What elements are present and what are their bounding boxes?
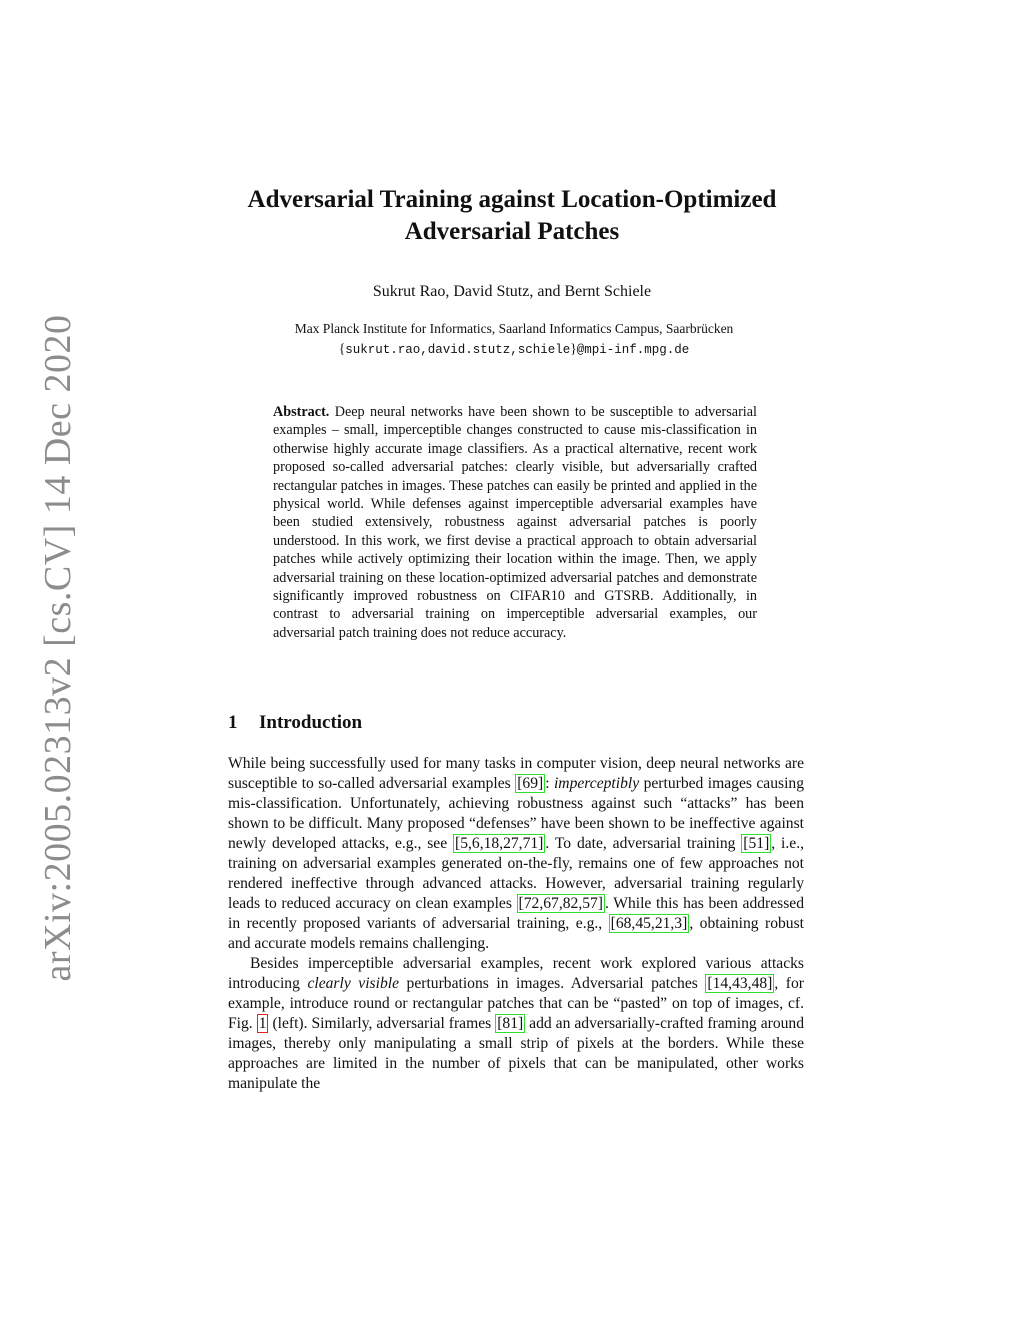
text-run: While being successfully used for many tasks in computer vision, deep neural networks are susceptible to so-called adversarial examples — [228, 755, 804, 792]
text-run: . While this has been addressed in recently proposed variants of adversarial training, e.g., — [228, 895, 805, 932]
text-run: perturbations in images. Adversarial patches — [399, 975, 706, 992]
citation-link[interactable]: [51] — [743, 835, 770, 852]
email-users: sukrut.rao,david.stutz,schiele — [345, 343, 571, 357]
text-run: . To date, adversarial training — [545, 835, 742, 852]
text-run: , obtaining robust and accurate models remains challenging. — [228, 915, 804, 952]
citation-link[interactable]: [68,45,21,3] — [610, 915, 688, 932]
title-line-2: Adversarial Patches — [404, 218, 620, 245]
section-number: 1 — [228, 712, 238, 733]
brace-open: { — [338, 341, 346, 356]
emphasis: imperceptibly — [553, 775, 640, 792]
text-run: Besides imperceptible adversarial examples, recent work explored various attacks introducing — [228, 955, 804, 992]
text-run: : — [545, 775, 554, 792]
affiliation-block — [0, 319, 1024, 360]
citation-link[interactable]: [69] — [517, 775, 544, 792]
brace-close: } — [570, 341, 577, 356]
text-run: , i.e., training on adversarial examples generated on-the-fly, remains one of few approaches not rendered ineffective through advanced attacks. However, adversarial training regularly leads to reduced accuracy on clean examples — [228, 835, 804, 912]
email-domain: @mpi-inf.mpg.de — [576, 343, 690, 357]
email-line — [0, 339, 1024, 360]
text-run: perturbed images causing mis-classification. Unfortunately, achieving robustness against such “attacks” has been shown to be difficult. Many proposed “defenses” have been shown to be ineffective against newly developed attacks, e.g., see — [228, 775, 805, 852]
affiliation: Max Planck Institute for Informatics, Saarland Informatics Campus, Saarbrücken — [294, 321, 734, 336]
citation-link[interactable]: [81] — [497, 1015, 524, 1032]
paragraph-1 — [228, 754, 804, 954]
citation-link[interactable]: [5,6,18,27,71] — [455, 835, 544, 852]
abstract-label: Abstract. — [273, 404, 330, 420]
body-text — [228, 754, 804, 1094]
emphasis: clearly visible — [307, 975, 399, 992]
author-list: Sukrut Rao, David Stutz, and Bernt Schiele — [372, 283, 652, 300]
title-line-1: Adversarial Training against Location-Optimized — [247, 186, 777, 213]
paragraph-2 — [228, 954, 804, 1094]
text-run: add an adversarially-crafted framing around images, thereby only manipulating a small strip of pixels at the borders. While these approaches are limited in the number of pixels that can be manipulated, other works manipulate the — [228, 1015, 805, 1092]
section-title: Introduction — [259, 712, 363, 733]
text-run: (left). Similarly, adversarial frames — [268, 1015, 496, 1032]
paper-title — [0, 184, 1024, 248]
text-run: , for example, introduce round or rectangular patches that can be “pasted” on top of images, cf. Fig. — [228, 975, 804, 1032]
citation-link[interactable]: [72,67,82,57] — [518, 895, 604, 912]
citation-link[interactable]: [14,43,48] — [707, 975, 773, 992]
abstract-text: Deep neural networks have been shown to be susceptible to adversarial examples – small, imperceptible changes constructed to cause mis-classification in otherwise highly accurate image classifiers. As a practical alternative, recent work proposed so-called adversarial patches: clearly visible, but adversarially crafted rectangular patches in images. These patches can easily be printed and applied in the physical world. While defenses against imperceptible adversarial examples have been studied extensively, robustness against adversarial patches is poorly understood. In this work, we first devise a practical approach to obtain adversarial patches while actively optimizing their location within the image. Then, we apply adversarial training on these location-optimized adversarial patches and demonstrate significantly improved robustness on CIFAR10 and GTSRB. Additionally, in contrast to adversarial training on imperceptible adversarial examples, our adversarial patch training does not reduce accuracy. — [273, 404, 757, 641]
arxiv-identifier: arXiv:2005.02313v2 [cs.CV] 14 Dec 2020 — [37, 314, 79, 982]
abstract — [273, 403, 757, 642]
figure-ref-link[interactable]: 1 — [258, 1015, 267, 1032]
section-heading — [228, 712, 362, 734]
